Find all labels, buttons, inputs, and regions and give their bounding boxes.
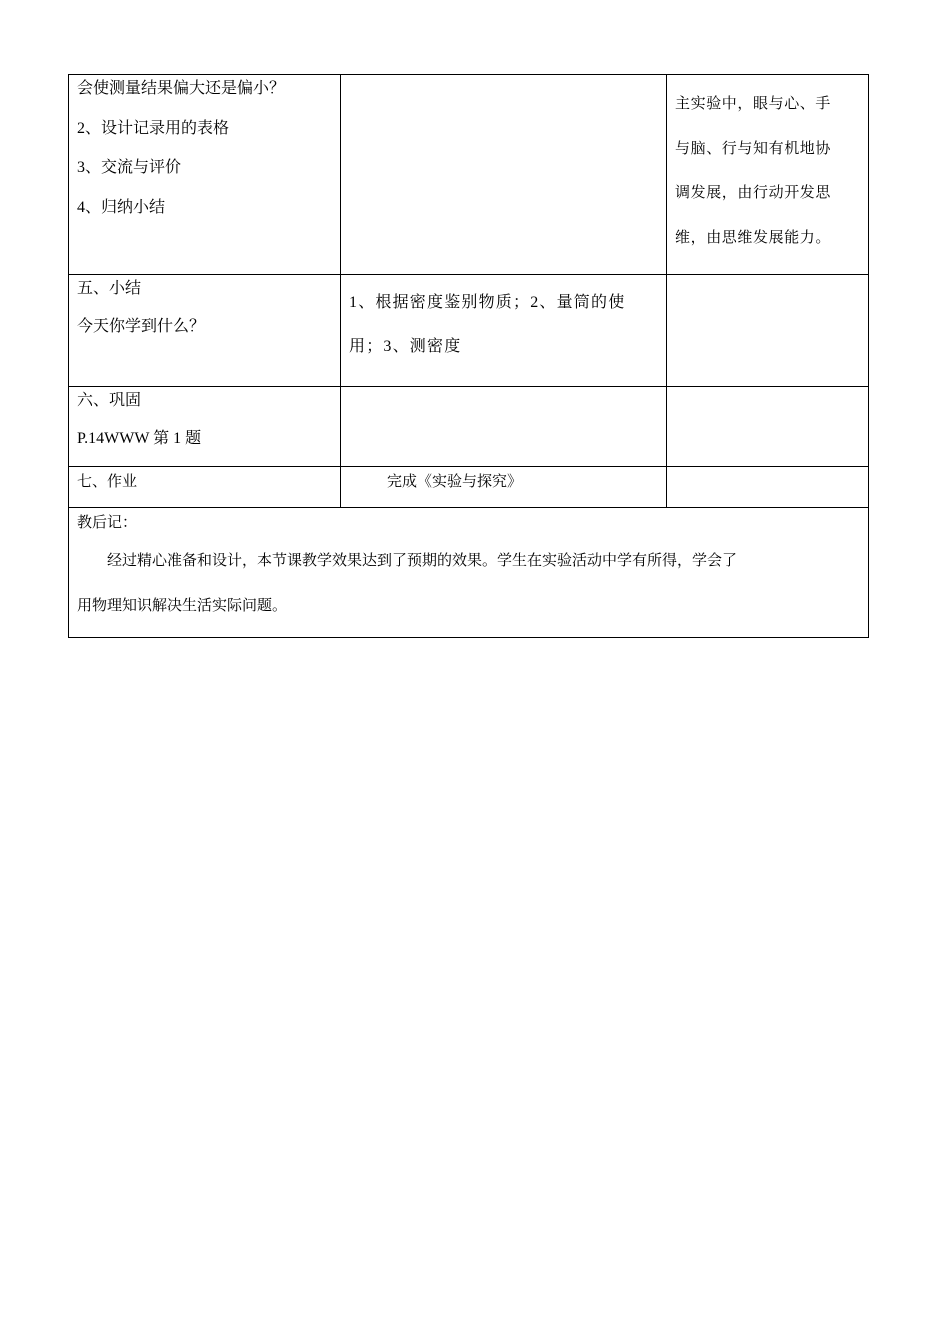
intent-cell: [667, 275, 869, 387]
table-row: [69, 508, 869, 638]
table-row: [69, 387, 869, 467]
text-line: 2、设计记录用的表格: [77, 119, 230, 137]
activity-cell: [341, 275, 667, 387]
reflection-text: 经过精心准备和设计，本节课教学效果达到了预期的效果。学生在实验活动中学有所得，学会了: [107, 551, 738, 569]
text-line: 五、小结: [77, 280, 142, 297]
text-line: 与脑、行与知有机地协: [675, 138, 832, 157]
text-line: 4、归纳小结: [77, 198, 166, 216]
homework-heading: 七、作业: [77, 472, 138, 490]
text-line: 3、交流与评价: [77, 159, 182, 176]
intent-cell: [667, 467, 869, 508]
activity-cell: [341, 387, 667, 467]
process-cell: [69, 467, 341, 508]
table-row: [69, 75, 869, 275]
lesson-plan-table: [68, 74, 869, 638]
intent-cell: [667, 387, 869, 467]
text-line: 会使测量结果偏大还是偏小？: [77, 80, 286, 97]
homework-text: 完成《实验与探究》: [387, 472, 523, 490]
process-cell: [69, 387, 341, 467]
text-line: 维，由思维发展能力。: [675, 227, 832, 246]
reflection-text: 用物理知识解决生活实际问题。: [77, 596, 288, 614]
text-line: 今天你学到什么？: [77, 318, 206, 335]
activity-cell: [341, 75, 667, 275]
text-line: 六、巩固: [77, 392, 142, 409]
text-line: 1、根据密度鉴别物质；2、量筒的使: [349, 294, 626, 311]
table-row: [69, 467, 869, 508]
reflection-title: 教后记：: [77, 513, 138, 531]
reflection-cell: [69, 508, 869, 638]
process-cell: [69, 275, 341, 387]
text-line: P.14WWW 第 1 题: [77, 430, 202, 447]
text-line: 调发展，由行动开发思: [675, 183, 832, 201]
table-row: [69, 275, 869, 387]
activity-cell: [341, 467, 667, 508]
text-line: 用；3、测密度: [349, 338, 462, 355]
text-line: 主实验中，眼与心、手: [675, 94, 832, 112]
intent-cell: [667, 75, 869, 275]
process-cell: [69, 75, 341, 275]
